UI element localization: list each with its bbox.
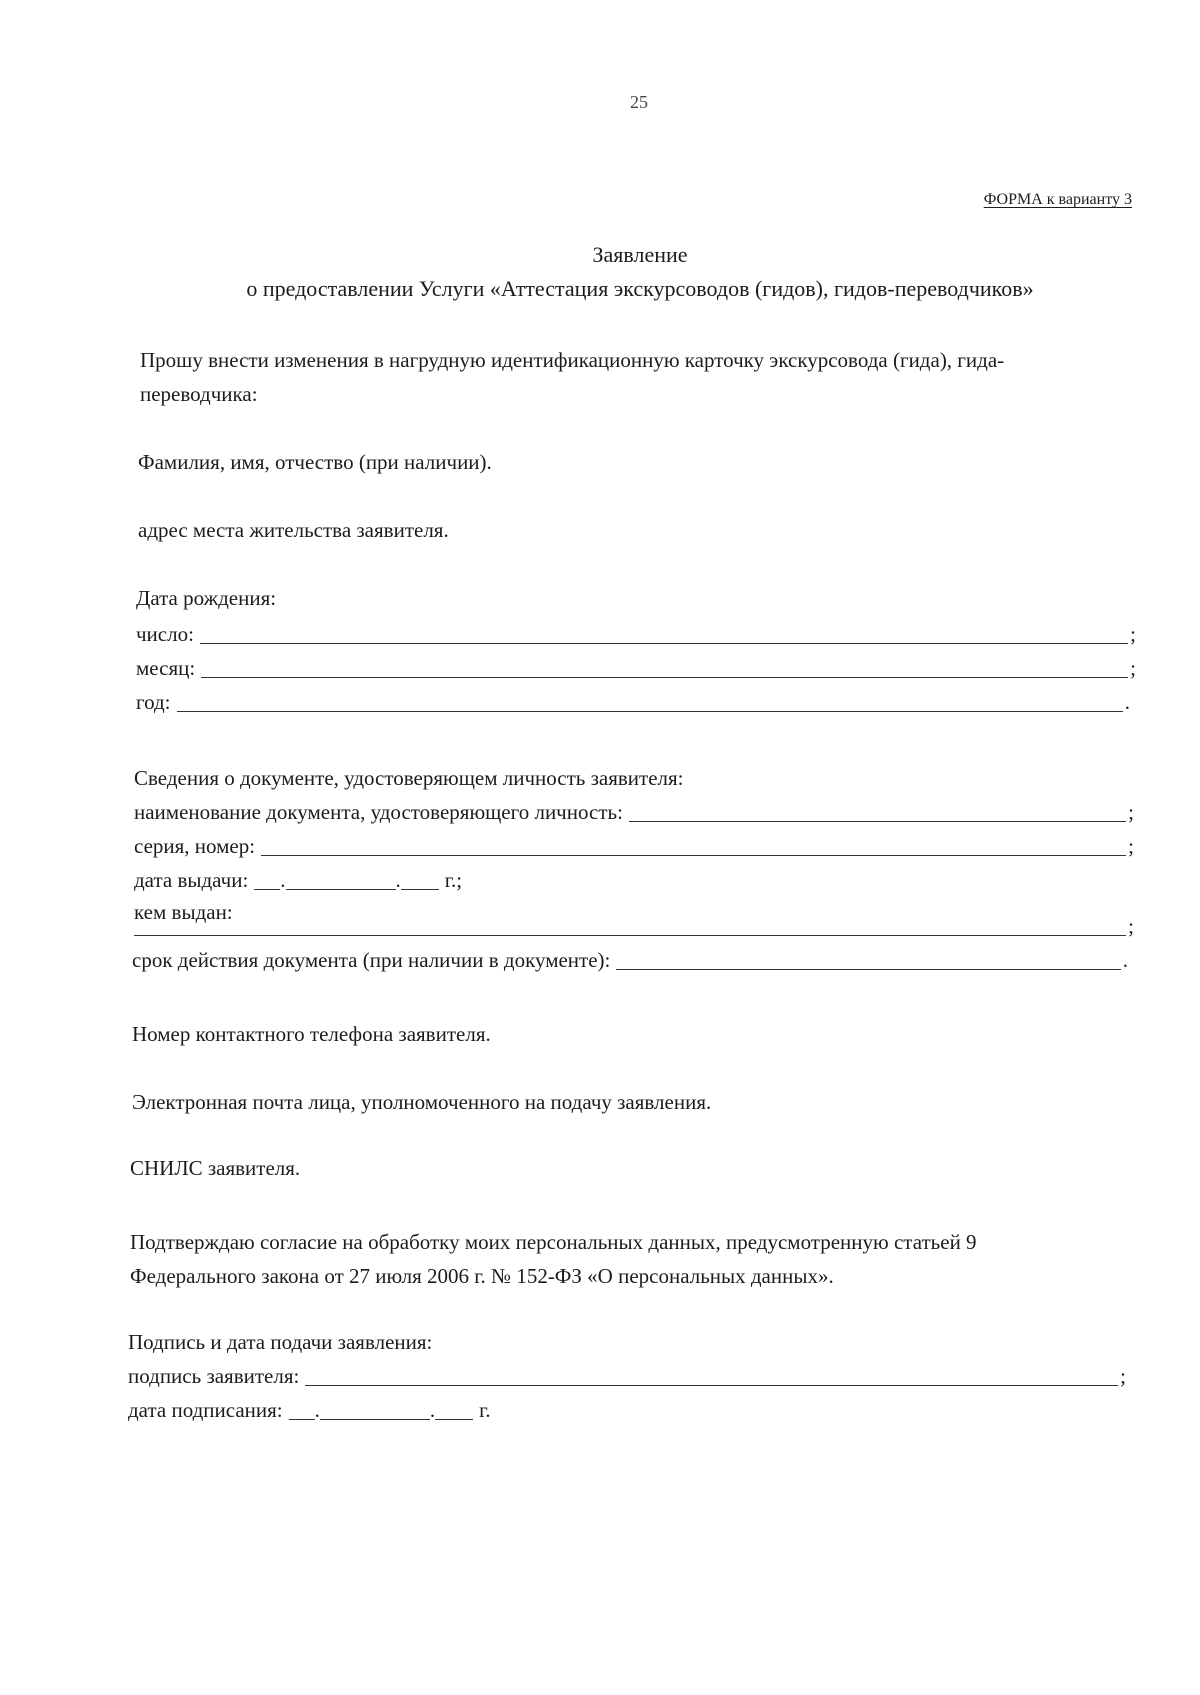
document-heading: Сведения о документе, удостоверяющем личность заявителя: <box>134 766 684 790</box>
signing-date-label: дата подписания: <box>128 1398 283 1422</box>
request-text-line1: Прошу внести изменения в нагрудную идентификационную карточку экскурсовода (гида), гида- <box>140 348 1005 372</box>
signing-month-line[interactable] <box>320 1399 430 1420</box>
birth-month-end: ; <box>1130 656 1136 680</box>
signature-field[interactable] <box>128 1364 1126 1389</box>
signing-year-line[interactable] <box>435 1399 473 1420</box>
signature-line[interactable] <box>305 1365 1118 1386</box>
birth-year-line[interactable] <box>177 691 1123 712</box>
issue-year-line[interactable] <box>401 869 439 890</box>
issued-by-field[interactable] <box>134 914 1134 939</box>
page-number: 25 <box>630 92 648 112</box>
request-text-line2: переводчика: <box>140 382 258 406</box>
document-validity-end: . <box>1122 948 1128 972</box>
consent-text-line2: Федерального закона от 27 июля 2006 г. № 152-ФЗ «О персональных данных». <box>130 1264 834 1288</box>
document-issue-date-field[interactable]: дата выдачи: . . г.; <box>134 868 463 892</box>
document-series-label: серия, номер: <box>134 834 256 858</box>
signature-label: подпись заявителя: <box>128 1364 300 1388</box>
issued-by-line[interactable] <box>134 915 1126 936</box>
birth-day-label: число: <box>136 622 194 646</box>
document-series-field[interactable] <box>134 834 1134 859</box>
document-series-line[interactable] <box>261 835 1126 856</box>
birth-month-line[interactable] <box>201 657 1128 678</box>
form-reference: ФОРМА к варианту 3 <box>983 191 1132 208</box>
document-validity-line[interactable] <box>616 949 1120 970</box>
signing-day-line[interactable] <box>289 1399 315 1420</box>
email-label: Электронная почта лица, уполномоченного на подачу заявления. <box>132 1090 712 1114</box>
birth-year-label: год: <box>136 690 171 714</box>
signature-heading: Подпись и дата подачи заявления: <box>128 1330 433 1354</box>
signing-year-suffix: г. <box>479 1398 491 1422</box>
document-validity-field[interactable] <box>132 948 1128 973</box>
birth-year-end: . <box>1124 690 1130 714</box>
document-issue-date-label: дата выдачи: <box>134 868 249 892</box>
fio-label: Фамилия, имя, отчество (при наличии). <box>138 450 492 474</box>
address-label: адрес места жительства заявителя. <box>138 518 449 542</box>
birth-month-label: месяц: <box>136 656 196 680</box>
document-validity-label: срок действия документа (при наличии в документе): <box>132 948 611 972</box>
document-name-label: наименование документа, удостоверяющего личность: <box>134 800 623 824</box>
document-title: Заявление <box>592 242 688 267</box>
signing-date-field[interactable]: дата подписания: . . г. <box>128 1398 491 1422</box>
birth-day-end: ; <box>1130 622 1136 646</box>
document-series-end: ; <box>1128 834 1134 858</box>
phone-label: Номер контактного телефона заявителя. <box>132 1022 491 1046</box>
snils-label: СНИЛС заявителя. <box>130 1156 301 1180</box>
consent-text-line1: Подтверждаю согласие на обработку моих персональных данных, предусмотренную статьей 9 <box>130 1230 977 1254</box>
birth-day-field[interactable] <box>136 622 1136 647</box>
issue-day-line[interactable] <box>254 869 280 890</box>
document-name-line[interactable] <box>629 801 1126 822</box>
birth-month-field[interactable] <box>136 656 1136 681</box>
document-name-end: ; <box>1128 800 1134 824</box>
issue-year-suffix: г.; <box>444 868 463 892</box>
issue-month-line[interactable] <box>286 869 396 890</box>
signature-end: ; <box>1120 1364 1126 1388</box>
document-subtitle: о предоставлении Услуги «Аттестация экскурсоводов (гидов), гидов-переводчиков» <box>246 276 1034 301</box>
document-name-field[interactable] <box>134 800 1134 825</box>
birth-year-field[interactable] <box>136 690 1130 715</box>
birth-date-heading: Дата рождения: <box>136 586 277 610</box>
birth-day-line[interactable] <box>200 623 1128 644</box>
issued-by-label: кем выдан: <box>134 900 233 924</box>
issued-by-end: ; <box>1128 914 1134 938</box>
